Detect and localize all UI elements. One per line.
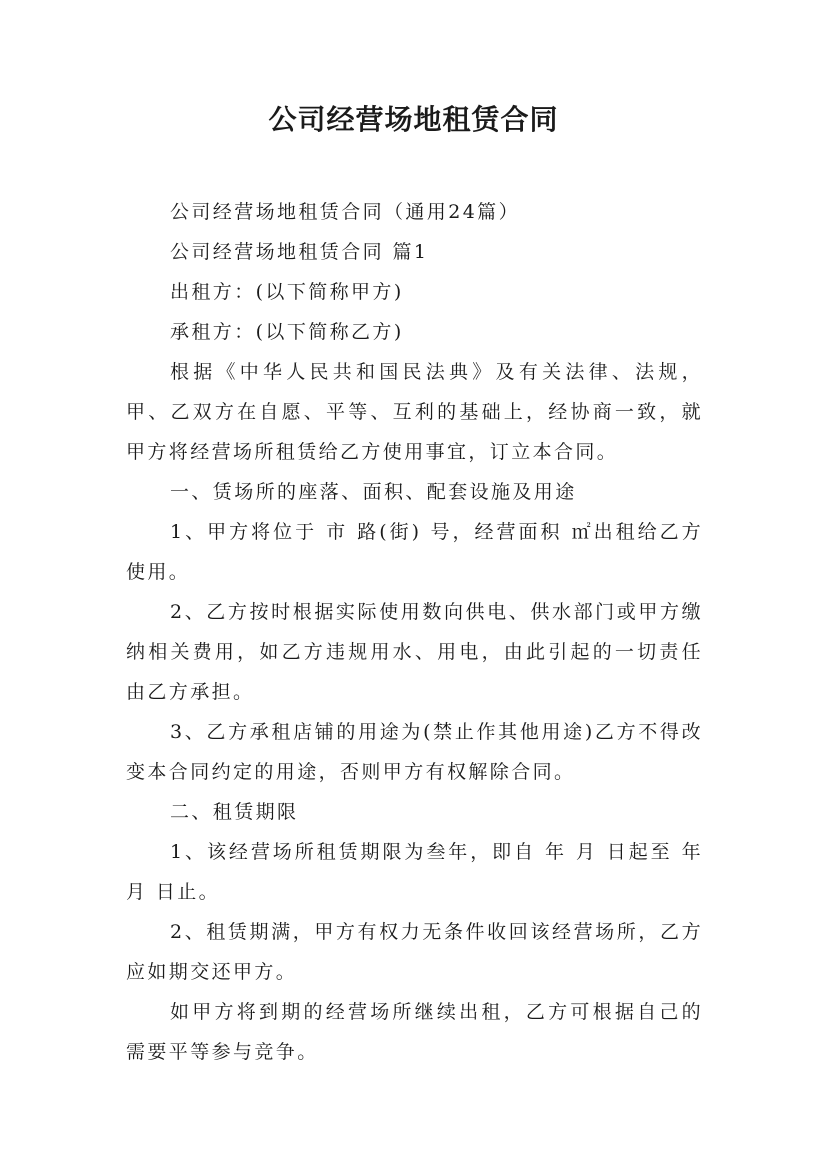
paragraph: 一、赁场所的座落、面积、配套设施及用途 [170,481,577,503]
paragraph: 出租方：(以下简称甲方) [170,281,404,303]
paragraph: 公司经营场地租赁合同 篇1 [170,241,429,263]
paragraph: 2、租赁期满，甲方有权力无条件收回该经营场所，乙方应如期交还甲方。 [126,921,703,983]
paragraph: 根据《中华人民共和国民法典》及有关法律、法规，甲、乙双方在自愿、平等、互利的基础上，经协商一致，就甲方将经营场所租赁给乙方使用事宜，订立本合同。 [126,361,703,463]
paragraph: 如甲方将到期的经营场所继续出租，乙方可根据自己的需要平等参与竞争。 [126,1001,703,1063]
paragraph: 公司经营场地租赁合同（通用24篇） [170,201,520,223]
document-title: 公司经营场地租赁合同 [268,103,559,136]
paragraph: 2、乙方按时根据实际使用数向供电、供水部门或甲方缴纳相关费用，如乙方违规用水、用电，由此引起的一切责任由乙方承担。 [126,601,703,703]
paragraph: 承租方：(以下简称乙方) [170,321,404,343]
paragraph: 1、该经营场所租赁期限为叁年，即自 年 月 日起至 年 月 日止。 [126,841,703,903]
paragraph: 二、租赁期限 [170,801,299,823]
paragraph: 1、甲方将位于 市 路(街) 号，经营面积 ㎡出租给乙方使用。 [126,521,703,583]
paragraph: 3、乙方承租店铺的用途为(禁止作其他用途)乙方不得改变本合同约定的用途，否则甲方有权解除合同。 [126,721,703,783]
document-body [126,192,703,1072]
